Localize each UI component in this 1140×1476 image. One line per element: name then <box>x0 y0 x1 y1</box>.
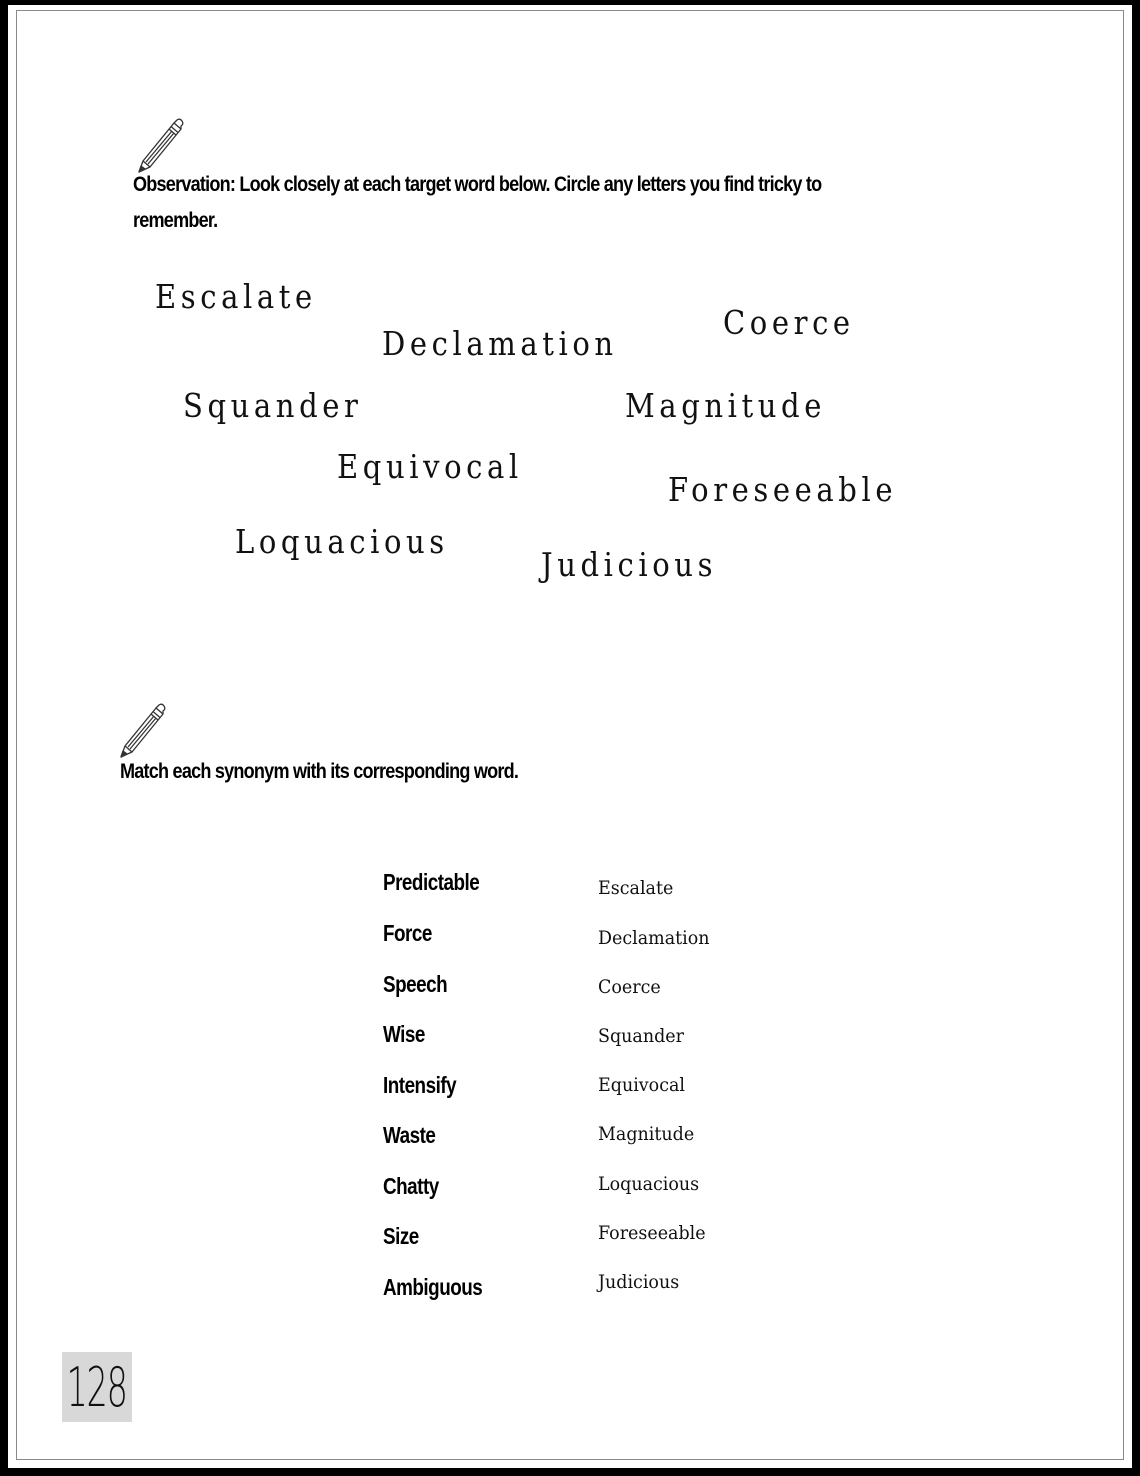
page-number: 128 <box>66 1355 128 1419</box>
target-word-equivocal: Equivocal <box>337 447 523 486</box>
pencil-icon <box>118 702 166 760</box>
synonym-item: Intensify <box>383 1072 457 1098</box>
word-item: Judicious <box>598 1271 680 1293</box>
target-word-declamation: Declamation <box>382 324 618 363</box>
target-word-loquacious: Loquacious <box>235 522 449 561</box>
word-item: Equivocal <box>598 1074 686 1096</box>
page-number-box <box>62 1352 132 1422</box>
word-item: Loquacious <box>598 1173 700 1195</box>
target-word-foreseeable: Foreseeable <box>668 470 898 509</box>
word-item: Escalate <box>598 877 674 899</box>
word-item: Coerce <box>598 976 661 998</box>
synonym-item: Predictable <box>383 869 480 895</box>
observation-instruction <box>133 167 821 239</box>
synonym-item: Waste <box>383 1122 436 1148</box>
word-item: Magnitude <box>598 1123 695 1145</box>
target-word-judicious: Judicious <box>541 545 718 584</box>
target-word-magnitude: Magnitude <box>625 386 826 425</box>
match-instruction: Match each synonym with its corresponding word. <box>120 760 519 783</box>
word-item: Squander <box>598 1025 685 1047</box>
synonym-item: Force <box>383 920 432 946</box>
synonym-item: Ambiguous <box>383 1274 483 1300</box>
synonym-item: Wise <box>383 1021 425 1047</box>
target-word-escalate: Escalate <box>155 277 317 316</box>
word-item: Foreseeable <box>598 1222 706 1244</box>
word-item: Declamation <box>598 927 710 949</box>
synonym-item: Speech <box>383 971 448 997</box>
target-word-coerce: Coerce <box>723 303 855 342</box>
synonym-item: Size <box>383 1223 419 1249</box>
observation-instruction-line1: Observation: Look closely at each target word below. Circle any letters you find tricky to <box>133 173 822 196</box>
synonym-item: Chatty <box>383 1173 439 1199</box>
observation-instruction-line2: remember. <box>133 209 218 232</box>
target-word-squander: Squander <box>183 386 363 425</box>
